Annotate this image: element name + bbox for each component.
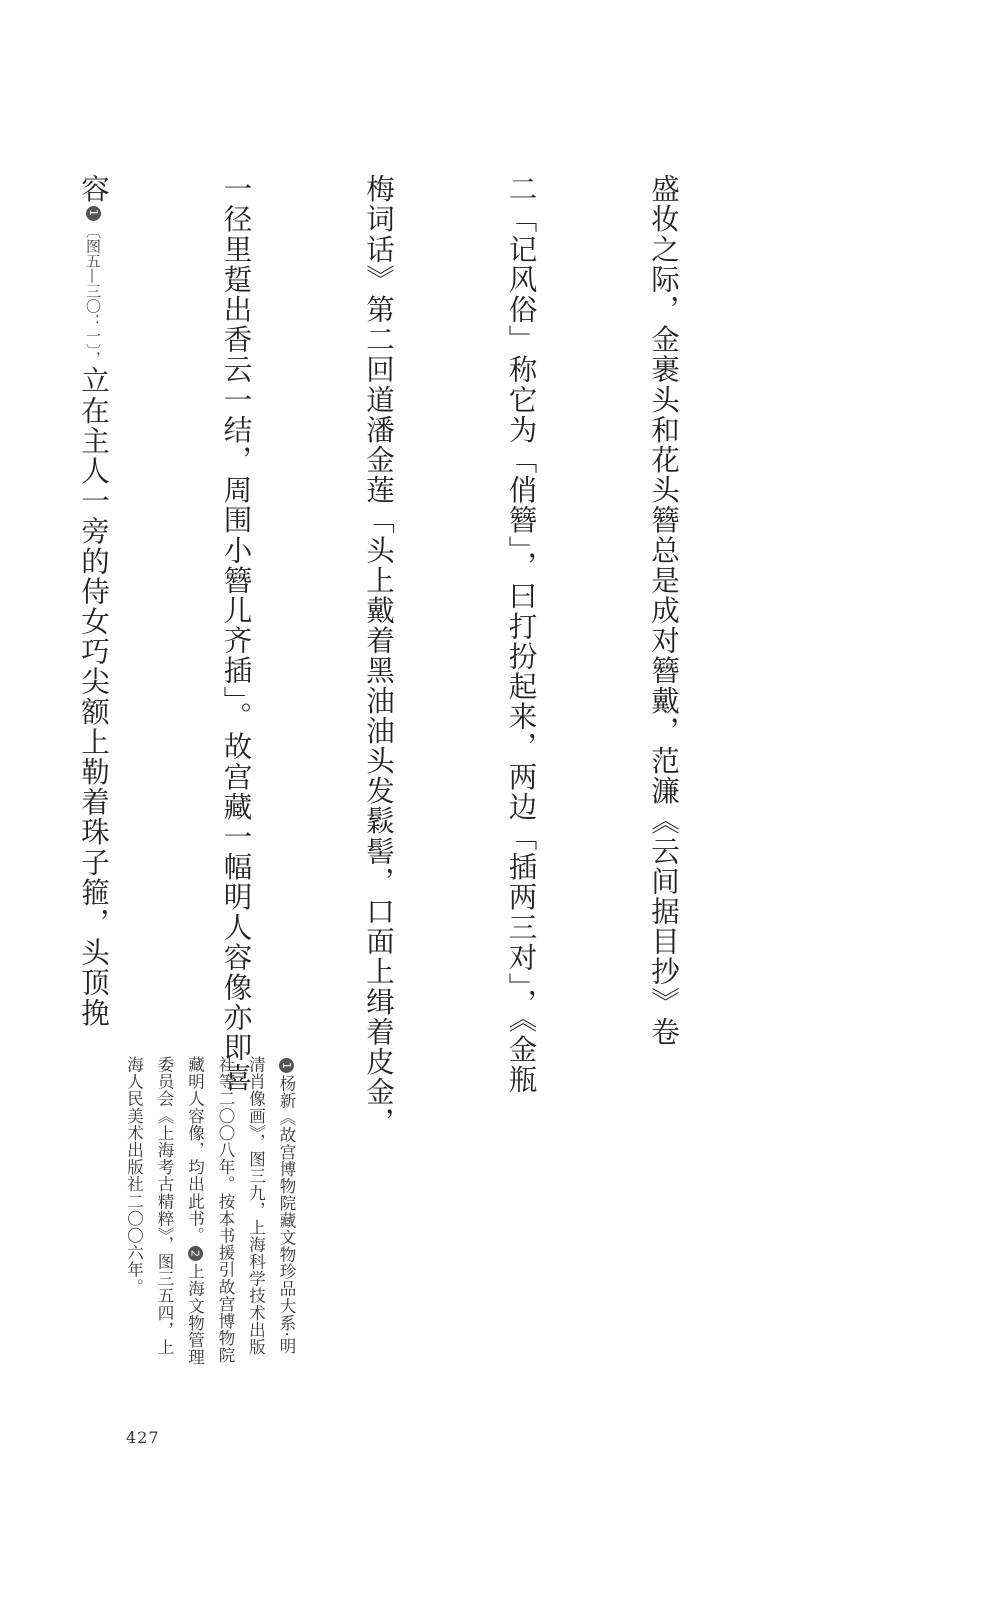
text-line-5 — [69, 174, 118, 1028]
footnote-line-4 — [179, 1056, 210, 1386]
text-line-5-start: 容 — [77, 174, 110, 205]
footnote-line-1 — [271, 1056, 302, 1386]
text-line-3: 梅词话》第二回道潘金莲「头上戴着黑油油头发鬏髻，口面上缉着皮金， — [362, 174, 395, 1138]
text-line-4: 一径里踅出香云一结，周围小簪儿齐插」。故宫藏一幅明人容像亦即喜 — [219, 174, 253, 1093]
footnote-line-5: 委员会《上海考古精粹》，图三五四，上 — [155, 1056, 174, 1356]
footnote-1-text-a: 杨新《故宫博物院藏文物珍品大系·明 — [277, 1075, 296, 1355]
main-body-text — [0, 174, 782, 1138]
footnote-line-6: 海人民美术出版社二〇〇六年。 — [124, 1056, 144, 1296]
footnote-line-3: 社等二〇〇八年。按本书援引故宫博物院 — [216, 1056, 235, 1364]
text-line-1: 盛妆之际，金裹头和花头簪总是成对簪戴，范濂《云间据目抄》卷 — [647, 174, 680, 1047]
text-line-5-end: 立在主人一旁的侍女巧尖额上勒着珠子箍，头顶挽 — [77, 365, 110, 1028]
footnotes — [126, 1056, 301, 1386]
footnote-1-marker: 1 — [279, 1058, 294, 1073]
footnote-marker-1[interactable]: 1 — [86, 206, 101, 221]
footnote-2-text-a: 上海文物管理 — [185, 1263, 205, 1366]
footnote-2-marker: 2 — [188, 1246, 203, 1261]
footnote-1-text-d: 藏明人容像，均出此书。 — [185, 1056, 205, 1245]
figure-ref-1: 〔图五—三〇：一〕， — [84, 223, 102, 366]
text-line-2: 二「记风俗」称它为「俏簪」，曰打扮起来，两边「插两三对」，《金瓶 — [504, 174, 538, 1095]
footnote-column — [118, 1056, 301, 1386]
footnote-line-2: 清肖像画》，图三九，上海科学技术出版 — [246, 1056, 266, 1356]
page-number: 427 — [126, 1428, 160, 1447]
